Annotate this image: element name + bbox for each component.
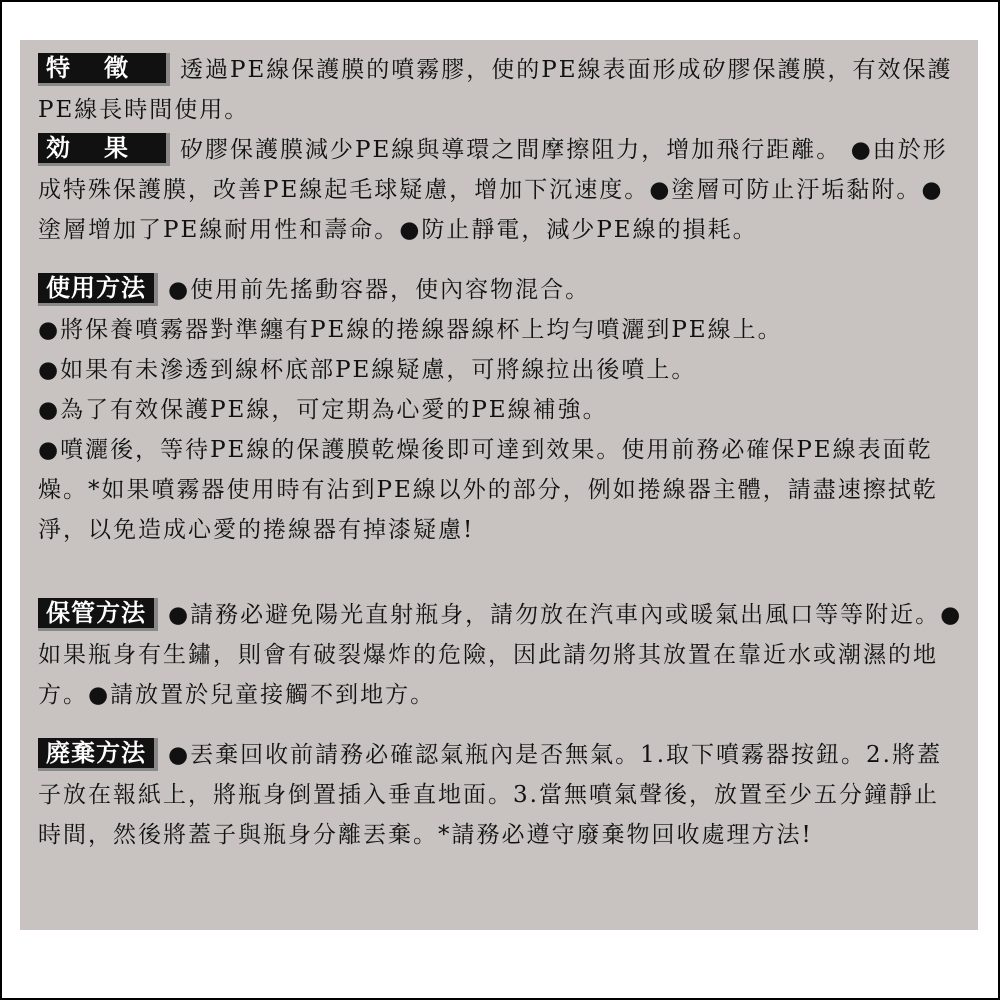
section-usage — [38, 270, 963, 550]
section-label-usage: 使用方法 — [38, 273, 158, 306]
section-text-disposal: ●丟棄回收前請務必確認氣瓶內是否無氣。1.取下噴霧器按鈕。2.將蓋子放在報紙上，將瓶身倒置插入垂直地面。3.當無噴氣聲後，放置至少五分鐘靜止時間，然後將蓋子與瓶身分離丟棄。*請務必遵守廢棄物回收處理方法! — [38, 742, 942, 848]
section-label-storage: 保管方法 — [38, 598, 158, 631]
section-storage — [38, 595, 963, 715]
section-effects — [38, 130, 963, 250]
section-features — [38, 50, 963, 130]
usage-line: ●將保養噴霧器對準纏有PE線的捲線器線杯上均勻噴灑到PE線上。 — [38, 317, 783, 343]
usage-line: ●為了有效保護PE線，可定期為心愛的PE線補強。 — [38, 397, 608, 423]
product-info — [38, 50, 963, 855]
section-text-storage: ●請務必避免陽光直射瓶身，請勿放在汽車內或暖氣出風口等等附近。●如果瓶身有生鏽，則會有破裂爆炸的危險，因此請勿將其放置在靠近水或潮濕的地方。●請放置於兒童接觸不到地方。 — [38, 602, 963, 708]
section-label-features: 特徵 — [38, 53, 170, 86]
usage-line: ●噴灑後，等待PE線的保護膜乾燥後即可達到效果。使用前務必確保PE線表面乾燥。*如果噴霧器使用時有沾到PE線以外的部分，例如捲線器主體，請盡速擦拭乾淨，以免造成心愛的捲線器有掉漆疑慮! — [38, 437, 938, 543]
section-text-features: 透過PE線保護膜的噴霧膠，使的PE線表面形成矽膠保護膜，有效保護PE線長時間使用。 — [38, 57, 953, 123]
section-label-disposal: 廃棄方法 — [38, 738, 158, 771]
usage-line: ●使用前先搖動容器，使內容物混合。 — [168, 277, 591, 303]
section-disposal — [38, 735, 963, 855]
usage-line: ●如果有未滲透到線杯底部PE線疑慮，可將線拉出後噴上。 — [38, 357, 697, 383]
section-label-effects: 効果 — [38, 133, 170, 166]
section-text-effects: 矽膠保護膜減少PE線與導環之間摩擦阻力，增加飛行距離。 ●由於形成特殊保護膜，改善PE線起毛球疑慮，增加下沉速度。●塗層可防止汙垢黏附。●塗層增加了PE線耐用性和壽命。●防止靜電，減少PE線的損耗。 — [38, 137, 948, 243]
